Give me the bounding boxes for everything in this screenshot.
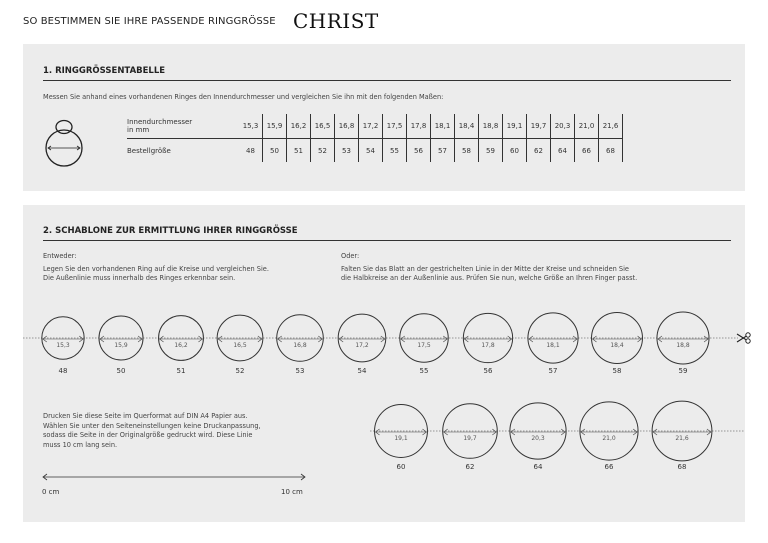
ring-diameter-label: 21,0 [602,435,616,442]
ring-size-label: 48 [58,367,68,375]
ring-size-label: 53 [295,367,305,375]
ring-size-label: 52 [235,367,245,375]
ring-size-label: 50 [116,367,126,375]
table-cell: 17,2 [359,114,383,139]
table-cell: 59 [479,139,503,163]
instructions-left-line: Legen Sie den vorhandenen Ring auf die Kreise und vergleichen Sie. [43,264,269,273]
table-cell: 20,3 [551,114,575,139]
table-cell: 16,8 [335,114,359,139]
scissors-icon [736,332,752,344]
ring-size-label: 57 [548,367,558,375]
table-cell: 54 [359,139,383,163]
ring-size-label: 51 [176,367,186,375]
print-instructions-line: Wählen Sie unter den Seiteneinstellungen keine Druckanpassung, [43,421,261,430]
ring-diameter-label: 17,2 [355,342,369,349]
ring-diameter-label: 20,3 [531,435,545,442]
table-cell: 66 [575,139,599,163]
print-instructions-line: muss 10 cm lang sein. [43,440,118,449]
table-cell: 58 [455,139,479,163]
ring-size-table [127,114,623,162]
section-divider [43,80,731,81]
table-cell: 21,6 [599,114,623,139]
table-cell: 62 [527,139,551,163]
ring-size-label: 58 [612,367,622,375]
ring-diameter-label: 18,1 [546,342,560,349]
table-cell: 15,3 [239,114,263,139]
instructions-right-line: die Halbkreise an der Außenlinie aus. Prüfen Sie nun, welche Größe an Ihren Finger passt. [341,274,638,282]
instructions-left-heading: Entweder: [43,252,77,260]
instructions-right [341,252,637,284]
table-cell: 51 [287,139,311,163]
ring-size-label: 66 [604,463,614,471]
table-cell: 56 [407,139,431,163]
table-cell: 16,5 [311,114,335,139]
page-title: SO BESTIMMEN SIE IHRE PASSENDE RINGGRÖSSE [23,16,276,27]
section-divider [43,240,731,241]
section-title-template: 2. SCHABLONE ZUR ERMITTLUNG IHRER RINGGRÖSSE [43,226,298,236]
ring-size-label: 60 [396,463,406,471]
table-cell: 50 [263,139,287,163]
scale-end-label: 10 cm [281,488,303,496]
table-cell: 48 [239,139,263,163]
ring-diameter-label: 15,3 [56,342,70,349]
instructions-left [43,252,269,284]
table-cell: 53 [335,139,359,163]
instructions-right-heading: Oder: [341,252,360,260]
ring-size-table-panel [23,44,745,191]
table-cell: 18,8 [479,114,503,139]
ring-diameter-label: 19,1 [394,435,408,442]
instructions-right-line: Falten Sie das Blatt an der gestrichelten Linie in der Mitte der Kreise und schneiden Sie [341,264,629,273]
table-cell: 60 [503,139,527,163]
table-cell: 52 [311,139,335,163]
ring-size-label: 59 [678,367,688,375]
ring-icon [41,116,87,168]
ring-size-label: 64 [533,463,543,471]
row-label-diameter: Innendurchmesser in mm [127,118,193,134]
table-cell: 21,0 [575,114,599,139]
ten-cm-scale-line [41,471,307,483]
section-title-table: 1. RINGGRÖSSENTABELLE [43,66,166,76]
ring-diameter-label: 18,4 [610,342,624,349]
ring-diameter-label: 16,5 [233,342,247,349]
print-instructions-line: Drucken Sie diese Seite im Querformat auf DIN A4 Papier aus. [43,412,248,420]
print-instructions-line: sodass die Seite in der Originalgröße gedruckt wird. Diese Linie [43,431,253,439]
ring-diameter-label: 18,8 [676,342,690,349]
ring-template-panel [23,205,745,522]
table-cell: 19,1 [503,114,527,139]
ring-size-label: 68 [677,463,687,471]
table-cell: 18,1 [431,114,455,139]
brand-logo: CHRIST [293,9,379,33]
ring-size-label: 54 [357,367,367,375]
print-instructions [43,412,261,450]
row-label-size: Bestellgröße [127,139,239,163]
ring-diameter-label: 17,8 [481,342,495,349]
ring-diameter-label: 15,9 [114,342,128,349]
instructions-left-line: Die Außenlinie muss innerhalb des Ringes erkennbar sein. [43,274,236,282]
table-cell: 68 [599,139,623,163]
table-intro: Messen Sie anhand eines vorhandenen Ringes den Innendurchmesser und vergleichen Sie ihn mit den folgenden Maßen: [43,93,444,101]
table-cell: 18,4 [455,114,479,139]
table-cell: 17,8 [407,114,431,139]
table-cell: 64 [551,139,575,163]
ring-diameter-label: 21,6 [675,435,689,442]
ring-diameter-label: 16,8 [293,342,307,349]
table-row-size [127,139,623,163]
table-cell: 55 [383,139,407,163]
table-row-diameter [127,114,623,139]
ring-size-label: 62 [465,463,475,471]
scale-start-label: 0 cm [42,488,60,496]
ring-size-label: 55 [419,367,429,375]
table-cell: 17,5 [383,114,407,139]
table-cell: 19,7 [527,114,551,139]
table-cell: 57 [431,139,455,163]
ring-size-label: 56 [483,367,493,375]
ring-diameter-label: 19,7 [463,435,477,442]
ring-diameter-label: 16,2 [174,342,188,349]
ring-diameter-label: 17,5 [417,342,431,349]
table-cell: 15,9 [263,114,287,139]
table-cell: 16,2 [287,114,311,139]
